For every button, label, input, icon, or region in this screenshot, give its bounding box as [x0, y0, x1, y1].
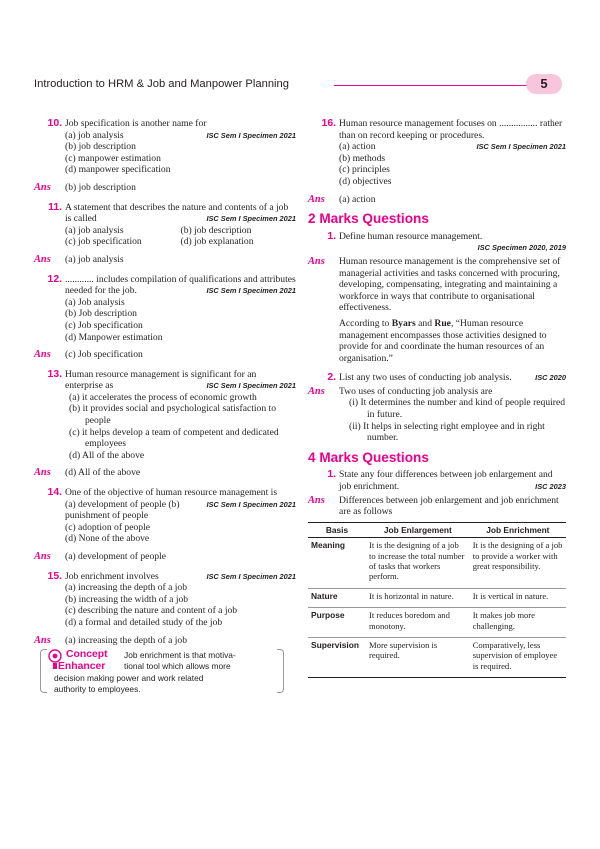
option: (b) job description	[180, 224, 252, 236]
answer-point: (i) It determines the number and kind of people required in future.	[349, 397, 566, 421]
author-name: Rue	[434, 317, 451, 329]
option: (b) Job description	[65, 308, 137, 320]
ans-label: Ans	[34, 181, 51, 193]
table-cell: Meaning	[308, 538, 366, 589]
ans-label: Ans	[34, 467, 51, 479]
question-number: 2.	[327, 372, 336, 384]
answer-14	[34, 551, 296, 563]
option: (c) it helps develop a team of competent and dedicated employees	[69, 426, 279, 450]
source-tag: ISC Sem I Specimen 2021	[206, 130, 296, 140]
question-2m-1	[308, 231, 566, 254]
question-number: 16.	[321, 118, 336, 129]
table-cell: Comparatively, less supervision of employee is required.	[470, 638, 566, 678]
enhancer-label: Enhancer	[58, 661, 106, 673]
option: (c) principles	[339, 164, 390, 176]
table-row	[308, 538, 566, 589]
source-tag: ISC Specimen 2020, 2019	[477, 243, 566, 253]
page-header	[34, 74, 562, 96]
option: (a) job analysis	[65, 129, 124, 141]
question-text: A statement that describes the nature and contents of a job is called	[65, 201, 289, 225]
table-row	[308, 638, 566, 678]
answer-2m-1	[308, 256, 566, 364]
question-number: 13.	[47, 368, 62, 380]
column-header: Basis	[308, 522, 366, 537]
column-header: Job Enrichment	[470, 522, 566, 537]
answer-10	[34, 182, 296, 194]
source-tag: ISC Sem I Specimen 2021	[206, 381, 296, 391]
table-cell: It makes job more challenging.	[470, 608, 566, 638]
table-cell: Supervision	[308, 638, 366, 678]
question-text: State any four differences between job enlargement and job enrichment.	[339, 469, 553, 493]
options-row	[65, 236, 296, 248]
concept-enhancer-box	[40, 649, 290, 695]
question-4m-1	[308, 469, 566, 492]
option: (a) job analysis	[65, 224, 124, 236]
chapter-title: Introduction to HRM & Job and Manpower Planning	[34, 78, 289, 90]
question-number: 11.	[48, 201, 62, 213]
left-column	[34, 118, 296, 695]
table-cell: It is the designing of a job to increase the total number of tasks that workers perform.	[366, 538, 470, 589]
ans-label: Ans	[34, 551, 51, 562]
question-number: 14.	[47, 487, 62, 499]
page-number-badge: 5	[526, 74, 562, 94]
answer-text: (b) job description	[65, 181, 136, 193]
option: (d) Manpower estimation	[65, 331, 163, 343]
question-number: 15.	[47, 570, 62, 582]
table-cell: More supervision is required.	[366, 638, 470, 678]
concept-text: decision making power and work related	[54, 673, 204, 684]
option: (c) Job specification	[65, 319, 143, 331]
question-number: 12.	[47, 273, 62, 285]
question-2m-2	[308, 372, 566, 384]
table-cell: It is vertical in nature.	[470, 588, 566, 607]
option: (c) job specification	[65, 236, 142, 248]
option: (c) adoption of people	[65, 521, 150, 533]
section-heading-2-marks: 2 Marks Questions	[308, 211, 429, 227]
ans-label: Ans	[308, 494, 325, 506]
answer-text: (a) job analysis	[65, 253, 124, 265]
answer-text: (a) action	[339, 193, 376, 205]
table-cell: It is the designing of a job to provide a worker with great responsibility.	[470, 538, 566, 589]
question-text: List any two uses of conducting job analysis.	[339, 372, 512, 384]
table-cell: Nature	[308, 588, 366, 607]
option: (d) objectives	[339, 175, 392, 187]
answer-point: (ii) It helps in selecting right employee and in right number.	[349, 420, 545, 444]
bracket-right	[277, 649, 284, 693]
source-tag: ISC Sem I Specimen 2021	[476, 142, 566, 152]
option: (d) job explanation	[180, 236, 254, 248]
comparison-table	[308, 522, 566, 678]
author-name: Byars	[391, 317, 416, 329]
bracket-left	[40, 649, 47, 693]
concept-text: tional tool which allows more	[124, 661, 231, 672]
answer-16	[308, 194, 566, 206]
concept-label: Concept	[66, 649, 108, 661]
table-cell: It is horizontal in nature.	[366, 588, 470, 607]
option: (d) a formal and detailed study of the job	[65, 616, 223, 628]
option: (d) All of the above	[69, 449, 145, 461]
answer-12	[34, 349, 296, 361]
question-15	[34, 571, 296, 629]
question-text: ............ includes compilation of qualifications and attributes needed for the job.	[65, 273, 296, 297]
source-tag: ISC Sem I Specimen 2021	[206, 286, 296, 296]
option: (a) increasing the depth of a job	[65, 582, 188, 594]
ans-label: Ans	[308, 255, 325, 267]
question-13	[34, 369, 296, 462]
ans-label: Ans	[308, 385, 325, 397]
option: (c) describing the nature and content of a job	[65, 605, 238, 617]
table-row	[308, 588, 566, 607]
option: (b) methods	[339, 152, 386, 164]
ans-label: Ans	[34, 349, 51, 361]
question-text: One of the objective of human resource management is	[65, 487, 278, 499]
answer-13	[34, 467, 296, 479]
question-text: Define human resource management.	[339, 230, 483, 242]
option: (d) None of the above	[65, 533, 150, 545]
answer-text: (a) development of people	[65, 551, 166, 562]
answer-4m-1	[308, 495, 566, 518]
option: (a) it accelerates the process of economic growth	[69, 391, 257, 403]
question-16	[308, 118, 566, 188]
quote-text: According to	[339, 317, 392, 329]
ans-label: Ans	[308, 193, 325, 205]
answer-paragraph: Human resource management is the comprehensive set of managerial activities and tasks concerned with procuring, developing, compensating, integrating and maintaining a workforce in ways that contribute to organisational effectiveness.	[339, 255, 561, 314]
answer-intro: Differences between job enlargement and job enrichment are as follows	[339, 494, 559, 518]
quote-text: and	[415, 317, 435, 329]
source-tag: ISC Sem I Specimen 2021	[206, 499, 296, 509]
answer-11	[34, 254, 296, 266]
column-header: Job Enlargement	[366, 522, 470, 537]
question-14	[34, 487, 296, 545]
table-cell: It reduces boredom and monotony.	[366, 608, 470, 638]
question-text: Job specification is another name for	[65, 118, 207, 129]
question-10	[34, 118, 296, 176]
option: (b) increasing the width of a job	[65, 593, 189, 605]
answer-quote	[339, 318, 566, 364]
quote-text: , “Human resource management encompasses those activities designed to provide for and coordinate the human resources of an organisation.”	[339, 317, 547, 364]
question-11	[34, 202, 296, 248]
option: (a) Job analysis	[65, 296, 125, 308]
option: (d) manpower specification	[65, 164, 171, 176]
question-number: 1.	[327, 469, 336, 481]
question-number: 10.	[47, 118, 62, 129]
question-text: Human resource management focuses on ................ rather than on record keeping or procedures.	[339, 118, 563, 141]
option: (b) it provides social and psychological satisfaction to people	[69, 403, 277, 427]
header-rule	[334, 85, 532, 86]
answer-text: (c) Job specification	[65, 349, 143, 361]
ans-label: Ans	[34, 253, 51, 265]
answer-text: (d) All of the above	[65, 467, 141, 479]
ans-label: Ans	[34, 634, 51, 646]
section-heading-4-marks: 4 Marks Questions	[308, 449, 429, 465]
question-text: Human resource management is significant for an enterprise as	[65, 368, 257, 392]
question-text: Job enrichment involves	[65, 570, 159, 582]
source-tag: ISC Sem I Specimen 2021	[206, 214, 296, 224]
right-column	[308, 118, 566, 678]
answer-2m-2	[308, 386, 566, 444]
answer-15	[34, 635, 296, 647]
option: (c) manpower estimation	[65, 152, 161, 164]
option: (a) development of people (b) punishment of people	[65, 498, 180, 522]
answer-text: (a) increasing the depth of a job	[65, 634, 188, 646]
table-row	[308, 608, 566, 638]
source-tag: ISC 2020	[535, 373, 566, 383]
option: (b) job description	[65, 141, 136, 153]
table-header-row	[308, 522, 566, 537]
table-cell: Purpose	[308, 608, 366, 638]
concept-text: Job enrichment is that motiva-	[124, 650, 236, 661]
answer-intro: Two uses of conducting job analysis are	[339, 385, 493, 397]
source-tag: ISC 2023	[535, 482, 566, 492]
question-number: 1.	[327, 230, 336, 242]
option: (a) action	[339, 141, 376, 153]
options-row	[65, 225, 296, 237]
source-tag: ISC Sem I Specimen 2021	[206, 571, 296, 581]
concept-text: authority to employees.	[54, 684, 141, 695]
question-12	[34, 274, 296, 344]
